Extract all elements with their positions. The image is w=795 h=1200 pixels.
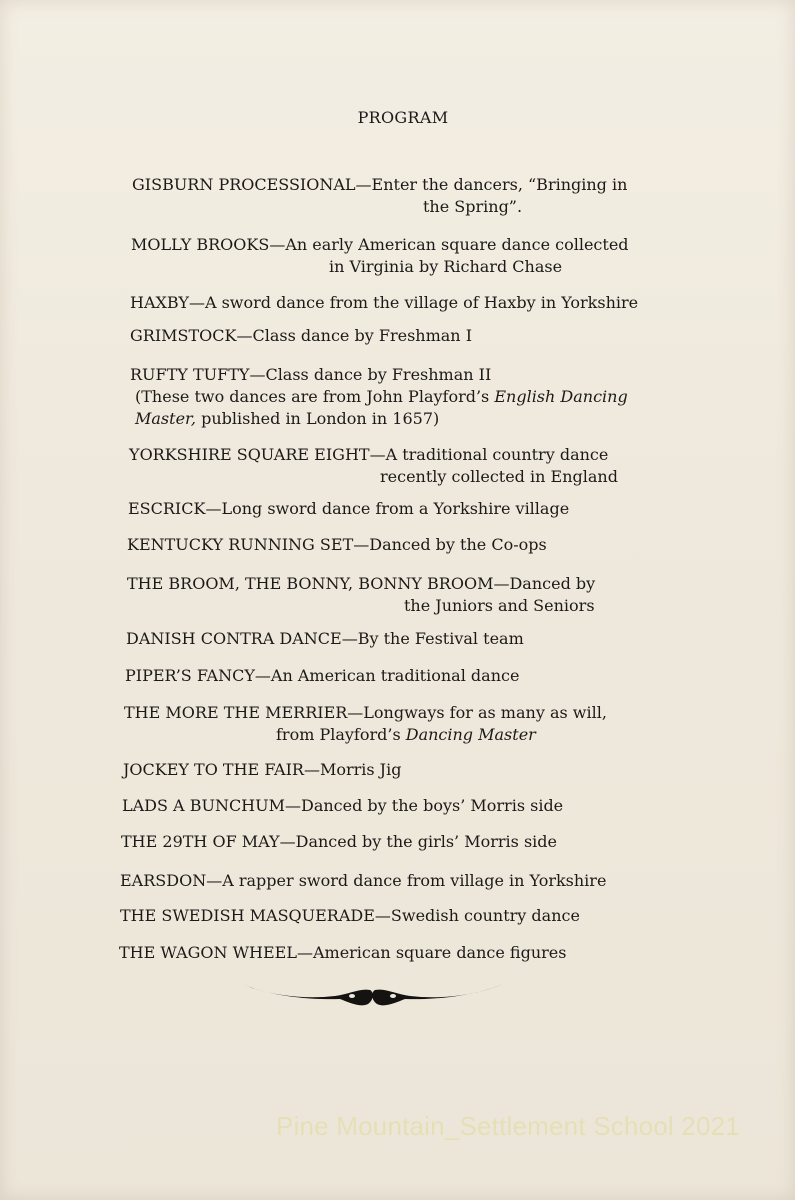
entry-line: THE WAGON WHEEL—American square dance figures [119, 943, 567, 962]
program-entry-wagon-wheel [119, 942, 566, 964]
note-book-title: Master, [135, 409, 197, 428]
entry-line-continued: the Juniors and Seniors [404, 596, 595, 615]
entry-line-continued [276, 724, 607, 746]
entry-line: RUFTY TUFTY—Class dance by Freshman II [130, 365, 492, 384]
program-entry-rufty-tufty [130, 364, 628, 430]
program-entry-yorkshire-square-eight [129, 444, 618, 488]
entry-line: LADS A BUNCHUM—Danced by the boys’ Morris side [122, 796, 564, 815]
program-entry-kentucky-running-set [127, 534, 547, 556]
entry-line: THE 29TH OF MAY—Danced by the girls’ Morris side [121, 832, 557, 851]
entry-line: GISBURN PROCESSIONAL—Enter the dancers, “Bringing in [132, 175, 628, 194]
program-entry-broom [127, 573, 595, 617]
entry-line: DANISH CONTRA DANCE—By the Festival team [126, 629, 524, 648]
watermark-text: Pine Mountain_Settlement School 2021 [276, 1111, 740, 1141]
program-entry-jockey-to-the-fair [123, 759, 401, 781]
program-entry-29th-of-may [121, 831, 557, 853]
program-entry-molly-brooks [131, 234, 629, 278]
program-entry-gisburn [132, 174, 627, 218]
entry-line: MOLLY BROOKS—An early American square dance collected [131, 235, 629, 254]
note-text: (These two dances are from John Playford’s [135, 387, 495, 406]
entry-note-line-1 [135, 386, 628, 408]
program-entry-earsdon [120, 870, 606, 892]
entry-line: YORKSHIRE SQUARE EIGHT—A traditional country dance [129, 445, 609, 464]
entry-line-text: from Playford’s [276, 725, 406, 744]
entry-line: GRIMSTOCK—Class dance by Freshman I [130, 326, 473, 345]
entry-line: THE BROOM, THE BONNY, BONNY BROOM—Danced by [127, 574, 596, 593]
entry-note-line-2 [135, 408, 628, 430]
program-entry-escrick [128, 498, 569, 520]
entry-line: THE MORE THE MERRIER—Longways for as many as will, [124, 703, 607, 722]
entry-line-continued: recently collected in England [380, 467, 618, 486]
program-entry-haxby [130, 292, 638, 314]
entry-line: KENTUCKY RUNNING SET—Danced by the Co-ops [127, 535, 547, 554]
note-text: published in London in 1657) [196, 409, 440, 428]
entry-line-continued: the Spring”. [423, 197, 523, 216]
program-entry-pipers-fancy [125, 665, 519, 687]
program-entry-lads-a-bunchum [122, 795, 563, 817]
program-entry-more-the-merrier [124, 702, 607, 746]
entry-line-continued: in Virginia by Richard Chase [329, 257, 563, 276]
program-entry-danish-contra [126, 628, 524, 650]
entry-book-title: Dancing Master [405, 725, 536, 744]
flourish-ornament-icon [240, 978, 505, 1010]
entry-line: JOCKEY TO THE FAIR—Morris Jig [123, 760, 402, 779]
entry-line: THE SWEDISH MASQUERADE—Swedish country dance [120, 906, 580, 925]
program-title: PROGRAM [357, 108, 449, 127]
entry-line: PIPER’S FANCY—An American traditional dance [125, 666, 520, 685]
entry-line: ESCRICK—Long sword dance from a Yorkshire village [128, 499, 570, 518]
program-entry-swedish-masquerade [120, 905, 580, 927]
note-book-title: English Dancing [494, 387, 628, 406]
entry-line: EARSDON—A rapper sword dance from village in Yorkshire [120, 871, 607, 890]
program-entry-grimstock [130, 325, 472, 347]
entry-line: HAXBY—A sword dance from the village of Haxby in Yorkshire [130, 293, 639, 312]
